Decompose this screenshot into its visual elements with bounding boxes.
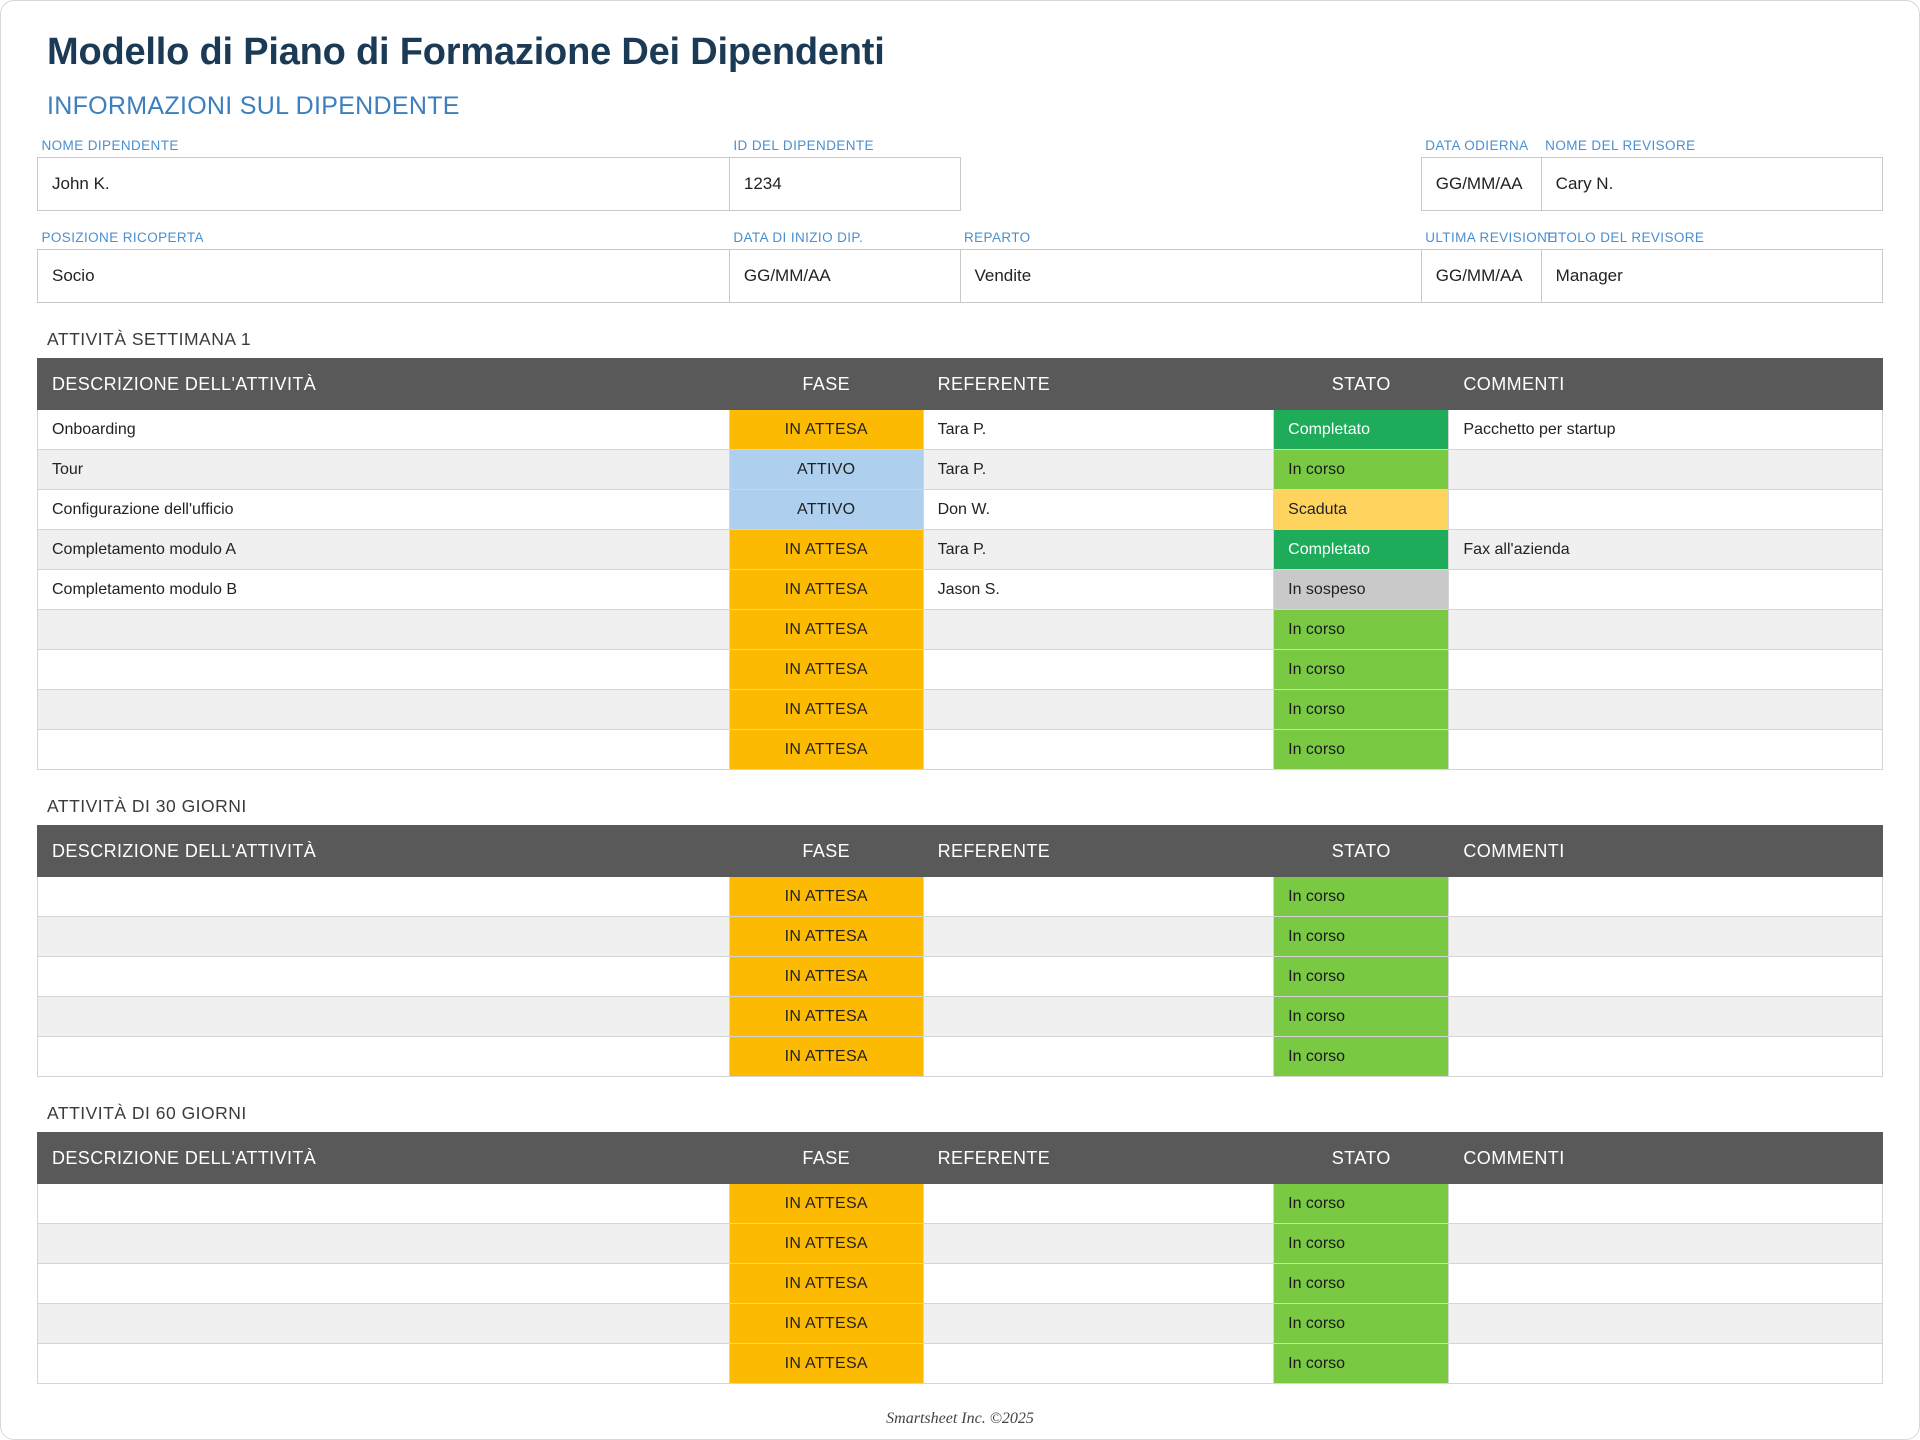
cell-owner[interactable] <box>923 690 1274 730</box>
cell-description[interactable] <box>38 1037 730 1077</box>
cell-status[interactable]: In corso <box>1274 450 1449 490</box>
field-department[interactable]: Vendite <box>960 250 1421 303</box>
cell-description[interactable] <box>38 1304 730 1344</box>
cell-comments[interactable] <box>1449 490 1883 530</box>
column-header-status: STATO <box>1274 359 1449 410</box>
cell-phase[interactable]: IN ATTESA <box>729 730 923 770</box>
cell-owner[interactable]: Tara P. <box>923 450 1274 490</box>
cell-phase[interactable]: IN ATTESA <box>729 1344 923 1384</box>
cell-comments[interactable] <box>1449 957 1883 997</box>
label-reviewer-title: TITOLO DEL REVISORE <box>1545 230 1705 245</box>
column-header-status: STATO <box>1274 1133 1449 1184</box>
cell-description[interactable] <box>38 917 730 957</box>
cell-status[interactable]: In corso <box>1274 917 1449 957</box>
cell-description[interactable]: Tour <box>38 450 730 490</box>
cell-owner[interactable] <box>923 997 1274 1037</box>
cell-description[interactable] <box>38 957 730 997</box>
label-employee-id: ID DEL DIPENDENTE <box>733 138 874 153</box>
cell-status[interactable]: In corso <box>1274 1344 1449 1384</box>
label-today-date: DATA ODIERNA <box>1425 138 1529 153</box>
task-tables-container <box>37 329 1883 1384</box>
column-header-status: STATO <box>1274 826 1449 877</box>
cell-owner[interactable] <box>923 1037 1274 1077</box>
cell-phase[interactable]: IN ATTESA <box>729 877 923 917</box>
cell-status[interactable]: In corso <box>1274 997 1449 1037</box>
field-reviewer-title[interactable]: Manager <box>1541 250 1882 303</box>
table-row[interactable] <box>38 1184 1883 1224</box>
cell-description[interactable]: Onboarding <box>38 410 730 450</box>
cell-description[interactable] <box>38 730 730 770</box>
section-title-employee-info: INFORMAZIONI SUL DIPENDENTE <box>47 92 460 120</box>
cell-comments[interactable] <box>1449 877 1883 917</box>
cell-status[interactable]: In corso <box>1274 1184 1449 1224</box>
cell-phase[interactable]: IN ATTESA <box>729 1304 923 1344</box>
cell-status[interactable]: Completato <box>1274 530 1449 570</box>
cell-phase[interactable]: IN ATTESA <box>729 957 923 997</box>
cell-phase[interactable]: IN ATTESA <box>729 997 923 1037</box>
column-header-description: DESCRIZIONE DELL'ATTIVITÀ <box>38 1133 730 1184</box>
cell-owner[interactable] <box>923 1184 1274 1224</box>
cell-comments[interactable] <box>1449 730 1883 770</box>
table-row[interactable] <box>38 450 1883 490</box>
cell-comments[interactable] <box>1449 450 1883 490</box>
cell-phase[interactable]: ATTIVO <box>729 450 923 490</box>
cell-owner[interactable] <box>923 610 1274 650</box>
footer-credit: Smartsheet Inc. ©2025 <box>886 1410 1034 1427</box>
column-header-phase: FASE <box>729 1133 923 1184</box>
cell-owner[interactable]: Jason S. <box>923 570 1274 610</box>
column-header-phase: FASE <box>729 826 923 877</box>
column-header-owner: REFERENTE <box>923 1133 1274 1184</box>
label-start-date: DATA DI INIZIO DIP. <box>733 230 864 245</box>
table-caption: ATTIVITÀ DI 60 GIORNI <box>47 1103 247 1123</box>
cell-description[interactable] <box>38 1344 730 1384</box>
cell-phase[interactable]: IN ATTESA <box>729 1037 923 1077</box>
cell-description[interactable]: Completamento modulo A <box>38 530 730 570</box>
column-header-phase: FASE <box>729 359 923 410</box>
column-header-owner: REFERENTE <box>923 826 1274 877</box>
label-department: REPARTO <box>964 230 1031 245</box>
cell-phase[interactable]: IN ATTESA <box>729 1184 923 1224</box>
cell-owner[interactable]: Tara P. <box>923 530 1274 570</box>
cell-status[interactable]: In corso <box>1274 1264 1449 1304</box>
cell-owner[interactable] <box>923 1264 1274 1304</box>
cell-owner[interactable]: Don W. <box>923 490 1274 530</box>
cell-phase[interactable]: IN ATTESA <box>729 650 923 690</box>
table-row[interactable] <box>38 410 1883 450</box>
table-row[interactable] <box>38 570 1883 610</box>
cell-description[interactable]: Completamento modulo B <box>38 570 730 610</box>
cell-phase[interactable]: IN ATTESA <box>729 610 923 650</box>
cell-owner[interactable] <box>923 917 1274 957</box>
cell-status[interactable]: In corso <box>1274 957 1449 997</box>
cell-status[interactable]: In corso <box>1274 1224 1449 1264</box>
column-header-owner: REFERENTE <box>923 359 1274 410</box>
column-header-description: DESCRIZIONE DELL'ATTIVITÀ <box>38 826 730 877</box>
cell-description[interactable] <box>38 877 730 917</box>
field-employee-name[interactable]: John K. <box>38 158 730 211</box>
cell-status[interactable]: In sospeso <box>1274 570 1449 610</box>
cell-comments[interactable] <box>1449 650 1883 690</box>
cell-phase[interactable]: IN ATTESA <box>729 410 923 450</box>
cell-status[interactable]: In corso <box>1274 650 1449 690</box>
table-row[interactable] <box>38 877 1883 917</box>
cell-comments[interactable] <box>1449 1224 1883 1264</box>
task-table <box>37 358 1883 770</box>
table-row[interactable] <box>38 1304 1883 1344</box>
cell-owner[interactable]: Tara P. <box>923 410 1274 450</box>
cell-comments[interactable]: Fax all'azienda <box>1449 530 1883 570</box>
cell-description[interactable] <box>38 690 730 730</box>
cell-owner[interactable] <box>923 877 1274 917</box>
label-reviewer-name: NOME DEL REVISORE <box>1545 138 1696 153</box>
cell-phase[interactable]: IN ATTESA <box>729 570 923 610</box>
column-header-comments: COMMENTI <box>1449 359 1883 410</box>
task-table <box>37 825 1883 1077</box>
table-row[interactable] <box>38 610 1883 650</box>
cell-phase[interactable]: IN ATTESA <box>729 530 923 570</box>
cell-description[interactable] <box>38 1224 730 1264</box>
cell-phase[interactable]: IN ATTESA <box>729 917 923 957</box>
table-row[interactable] <box>38 1344 1883 1384</box>
cell-comments[interactable] <box>1449 1264 1883 1304</box>
table-row[interactable] <box>38 690 1883 730</box>
field-start-date[interactable]: GG/MM/AA <box>729 250 960 303</box>
cell-status[interactable]: In corso <box>1274 690 1449 730</box>
cell-comments[interactable] <box>1449 1344 1883 1384</box>
cell-owner[interactable] <box>923 1224 1274 1264</box>
table-row[interactable] <box>38 1224 1883 1264</box>
cell-owner[interactable] <box>923 1344 1274 1384</box>
cell-status[interactable]: In corso <box>1274 730 1449 770</box>
field-position[interactable]: Socio <box>38 250 730 303</box>
cell-comments[interactable] <box>1449 997 1883 1037</box>
cell-comments[interactable] <box>1449 570 1883 610</box>
table-caption: ATTIVITÀ DI 30 GIORNI <box>47 796 247 816</box>
cell-description[interactable]: Configurazione dell'ufficio <box>38 490 730 530</box>
table-row[interactable] <box>38 957 1883 997</box>
cell-status[interactable]: In corso <box>1274 610 1449 650</box>
label-position: POSIZIONE RICOPERTA <box>41 230 204 245</box>
cell-status[interactable]: In corso <box>1274 1304 1449 1344</box>
cell-description[interactable] <box>38 997 730 1037</box>
cell-owner[interactable] <box>923 1304 1274 1344</box>
cell-description[interactable] <box>38 610 730 650</box>
cell-comments[interactable] <box>1449 610 1883 650</box>
cell-comments[interactable] <box>1449 917 1883 957</box>
table-row[interactable] <box>38 530 1883 570</box>
cell-status[interactable]: In corso <box>1274 877 1449 917</box>
cell-status[interactable]: Scaduta <box>1274 490 1449 530</box>
table-row[interactable] <box>38 917 1883 957</box>
cell-status[interactable]: Completato <box>1274 410 1449 450</box>
column-header-comments: COMMENTI <box>1449 1133 1883 1184</box>
cell-comments[interactable] <box>1449 1184 1883 1224</box>
table-row[interactable] <box>38 1264 1883 1304</box>
cell-phase[interactable]: ATTIVO <box>729 490 923 530</box>
cell-phase[interactable]: IN ATTESA <box>729 1224 923 1264</box>
table-row[interactable] <box>38 490 1883 530</box>
column-header-comments: COMMENTI <box>1449 826 1883 877</box>
table-row[interactable] <box>38 650 1883 690</box>
cell-comments[interactable] <box>1449 1037 1883 1077</box>
field-today-date[interactable]: GG/MM/AA <box>1421 158 1541 211</box>
cell-comments[interactable]: Pacchetto per startup <box>1449 410 1883 450</box>
label-employee-name: NOME DIPENDENTE <box>41 138 179 153</box>
employee-info-table <box>37 135 1883 303</box>
cell-phase[interactable]: IN ATTESA <box>729 1264 923 1304</box>
cell-description[interactable] <box>38 650 730 690</box>
cell-comments[interactable] <box>1449 690 1883 730</box>
cell-description[interactable] <box>38 1184 730 1224</box>
field-last-review[interactable]: GG/MM/AA <box>1421 250 1541 303</box>
table-caption: ATTIVITÀ SETTIMANA 1 <box>47 329 252 349</box>
cell-description[interactable] <box>38 1264 730 1304</box>
field-reviewer-name[interactable]: Cary N. <box>1541 158 1882 211</box>
task-table <box>37 1132 1883 1384</box>
table-row[interactable] <box>38 730 1883 770</box>
column-header-description: DESCRIZIONE DELL'ATTIVITÀ <box>38 359 730 410</box>
cell-comments[interactable] <box>1449 1304 1883 1344</box>
label-last-review: ULTIMA REVISIONE <box>1425 230 1557 245</box>
table-row[interactable] <box>38 997 1883 1037</box>
cell-owner[interactable] <box>923 650 1274 690</box>
table-row[interactable] <box>38 1037 1883 1077</box>
cell-phase[interactable]: IN ATTESA <box>729 690 923 730</box>
cell-owner[interactable] <box>923 730 1274 770</box>
field-employee-id[interactable]: 1234 <box>729 158 960 211</box>
page-title: Modello di Piano di Formazione Dei Dipendenti <box>47 31 885 73</box>
cell-status[interactable]: In corso <box>1274 1037 1449 1077</box>
cell-owner[interactable] <box>923 957 1274 997</box>
